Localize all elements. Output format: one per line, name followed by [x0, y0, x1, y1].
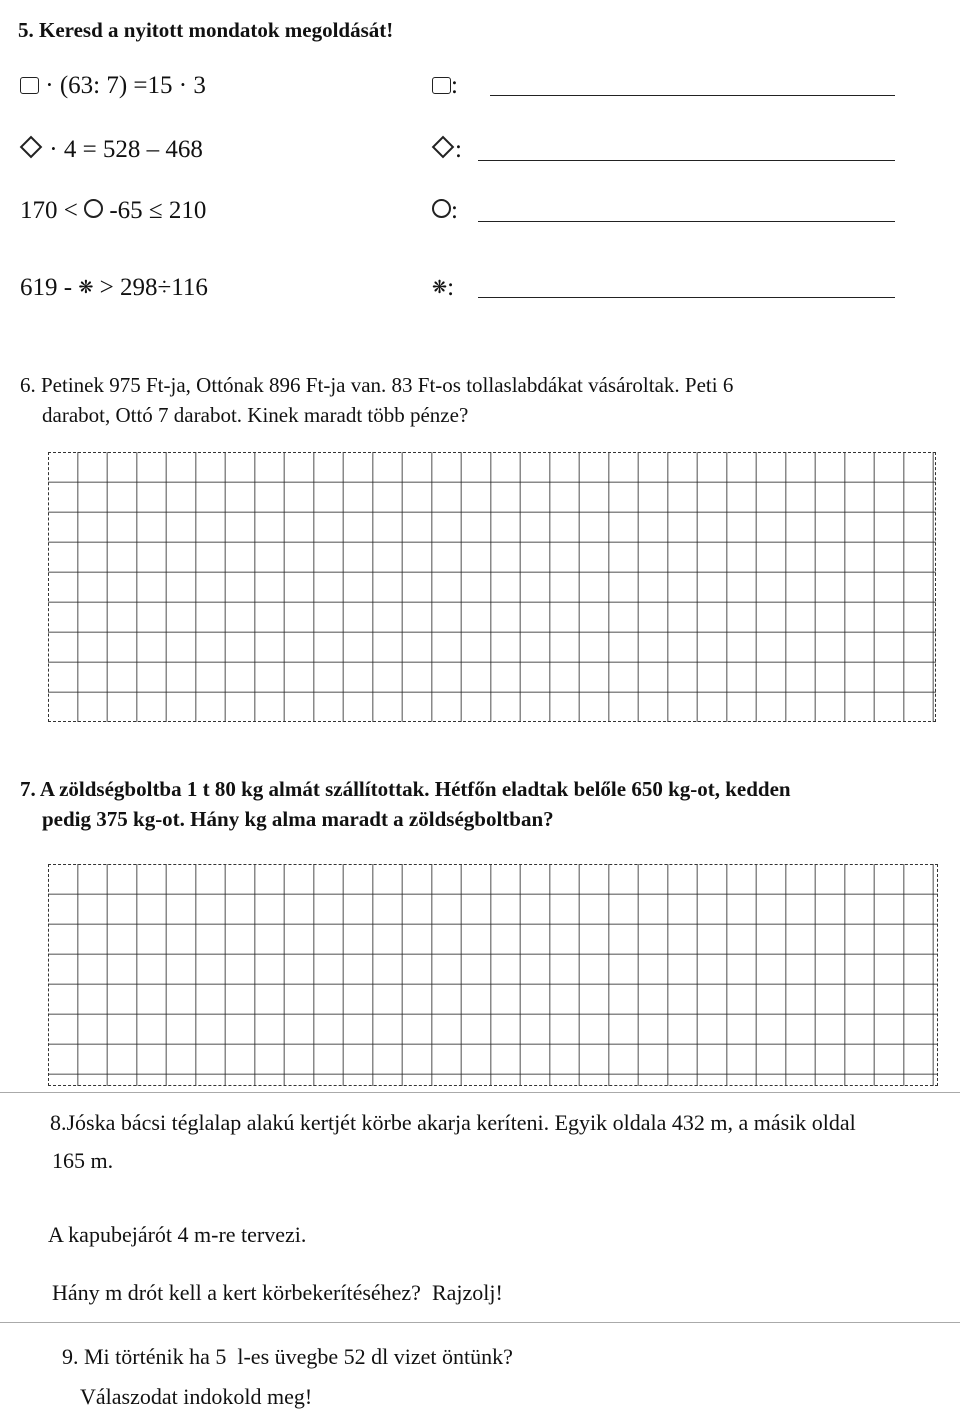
task9-line1: 9. Mi történik ha 5 l-es üvegbe 52 dl vizet öntünk? — [62, 1344, 513, 1369]
flower-icon: ❋ — [432, 277, 448, 297]
task8-line4: Hány m drót kell a kert körbekerítéséhez? Rajzolj! — [52, 1280, 503, 1305]
task5-equation-2: · 4 = 528 – 468 — [20, 136, 203, 164]
task5-answer-label-2: : — [432, 136, 462, 164]
task8-line1: 8.Jóska bácsi téglalap alakú kertjét körbe akarja keríteni. Egyik oldala 432 m, a másik oldal — [50, 1110, 856, 1135]
task5-answer-label-1: : — [432, 72, 458, 100]
square-icon — [432, 77, 451, 94]
task6-answer-grid[interactable] — [48, 452, 936, 722]
task5-answer-label-3: : — [432, 197, 458, 225]
task9-line2: Válaszodat indokold meg! — [80, 1384, 313, 1409]
answer-line-2[interactable] — [478, 160, 895, 161]
task5-equation-1: · (63: 7) =15 · 3 — [20, 72, 206, 100]
flower-icon: ❋ — [78, 277, 94, 297]
diamond-icon — [432, 136, 455, 159]
task5-answer-label-4: ❋: — [432, 274, 455, 301]
answer-line-1[interactable] — [490, 95, 895, 96]
task8-line3: A kapubejárót 4 m-re tervezi. — [48, 1222, 307, 1247]
task7-answer-grid[interactable] — [48, 864, 938, 1086]
circle-icon — [84, 199, 103, 218]
task8-line2: 165 m. — [52, 1148, 114, 1173]
task6-text: 6. Petinek 975 Ft-ja, Ottónak 896 Ft-ja van. 83 Ft-os tollaslabdákat vásároltak. Peti 6 darabot, Ottó 7 darabot. Kinek maradt több pénze? — [20, 373, 734, 427]
circle-icon — [432, 199, 451, 218]
task7-text: 7. A zöldségboltba 1 t 80 kg almát szállítottak. Hétfőn eladtak belőle 650 kg-ot, kedden pedig 375 kg-ot. Hány kg alma maradt a zöldségboltban? — [20, 777, 791, 831]
square-icon — [20, 77, 39, 94]
separator-line — [0, 1092, 960, 1093]
answer-line-3[interactable] — [478, 221, 895, 222]
diamond-icon — [20, 136, 43, 159]
separator-line-2 — [0, 1322, 960, 1323]
task5-equation-3: 170 < -65 ≤ 210 — [20, 197, 207, 224]
task5-title: 5. Keresd a nyitott mondatok megoldását! — [18, 18, 394, 42]
task5-equation-4: 619 - ❋ > 298÷116 — [20, 274, 208, 301]
answer-line-4[interactable] — [478, 297, 895, 298]
